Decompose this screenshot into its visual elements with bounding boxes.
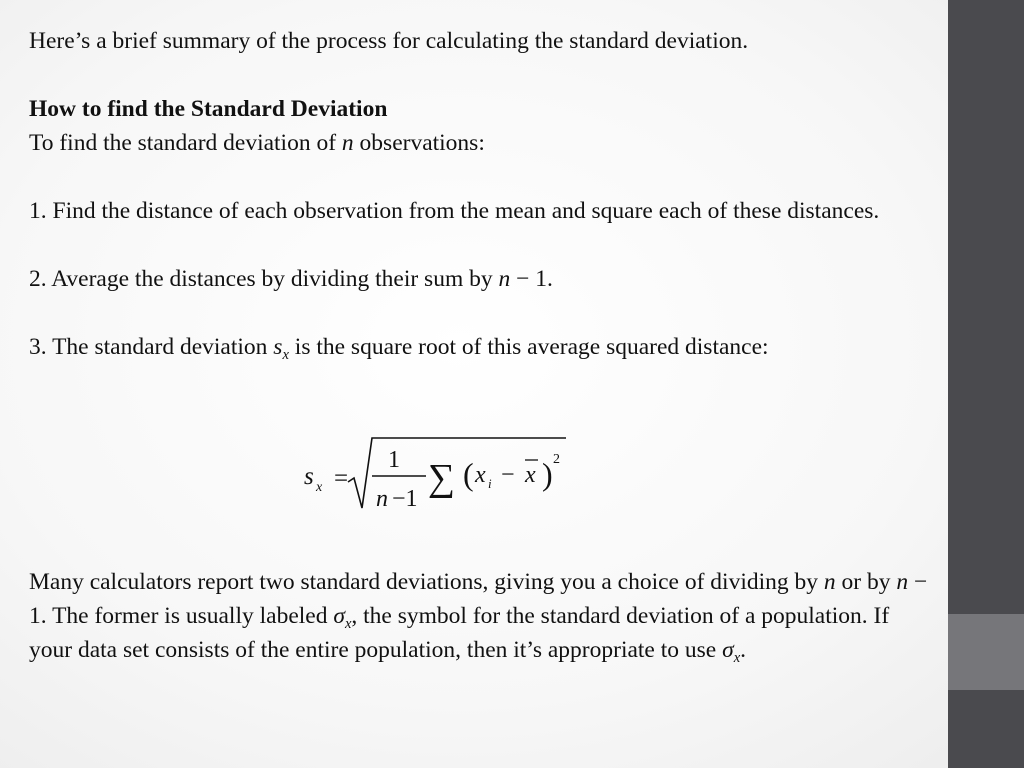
lead-text: To find the standard deviation of (29, 130, 342, 156)
formula-denominator-rest: −1 (392, 486, 418, 512)
slide-content (29, 24, 934, 364)
formula-xbar: x (525, 462, 536, 488)
step-3-text-end: is the square root of this average squared distance: (288, 334, 769, 360)
formula-close-paren: ) (542, 456, 553, 492)
formula-minus: − (501, 462, 515, 488)
sigma-sub-2: x (733, 650, 741, 667)
lead-var: n (341, 130, 354, 156)
sigma-symbol-2: σ (722, 637, 734, 663)
closing-text-2: or by (835, 569, 897, 595)
formula-equals: = (334, 465, 349, 492)
formula-lhs-sub: x (316, 480, 323, 495)
step-2-text-end: − 1. (510, 266, 553, 292)
lead-paragraph (29, 126, 934, 160)
section-heading: How to find the Standard Deviation (29, 96, 388, 122)
sidebar-accent-block (948, 614, 1024, 690)
std-dev-formula (300, 432, 600, 522)
formula-denominator-var: n (376, 486, 388, 512)
step-3-text: 3. The standard deviation (29, 334, 274, 360)
formula-xi: x (475, 462, 486, 488)
step-3-var: s (273, 334, 283, 360)
lead-text-end: observations: (353, 130, 485, 156)
formula-power: 2 (553, 452, 560, 467)
sigma-sub-1: x (344, 616, 352, 633)
step-2 (29, 262, 934, 296)
closing-section (29, 565, 934, 667)
formula-numerator: 1 (388, 447, 400, 473)
closing-text-3: − 1. The former is usually labeled (29, 569, 928, 629)
step-3 (29, 330, 934, 364)
sum-symbol: ∑ (428, 457, 456, 499)
closing-paragraph (29, 565, 934, 667)
step-2-text: 2. Average the distances by dividing their sum by (29, 266, 499, 292)
closing-var-1: n (823, 569, 836, 595)
step-3-sub: x (282, 347, 289, 364)
step-2-var: n (498, 266, 511, 292)
intro-paragraph: Here’s a brief summary of the process for calculating the standard deviation. (29, 28, 749, 54)
step-1: 1. Find the distance of each observation from the mean and square each of these distances. (29, 198, 880, 224)
closing-text-4: , the symbol for the standard deviation of a population. If your data set consists of the entire population, then it’s appropriate to use (29, 603, 890, 663)
formula-lhs: s (304, 463, 314, 490)
closing-text-5: . (740, 637, 747, 663)
formula-xi-sub: i (488, 476, 492, 491)
formula-open-paren: ( (463, 456, 474, 492)
closing-var-2: n (896, 569, 909, 595)
sigma-symbol-1: σ (333, 603, 345, 629)
closing-text-1: Many calculators report two standard deviations, giving you a choice of dividing by (29, 569, 824, 595)
